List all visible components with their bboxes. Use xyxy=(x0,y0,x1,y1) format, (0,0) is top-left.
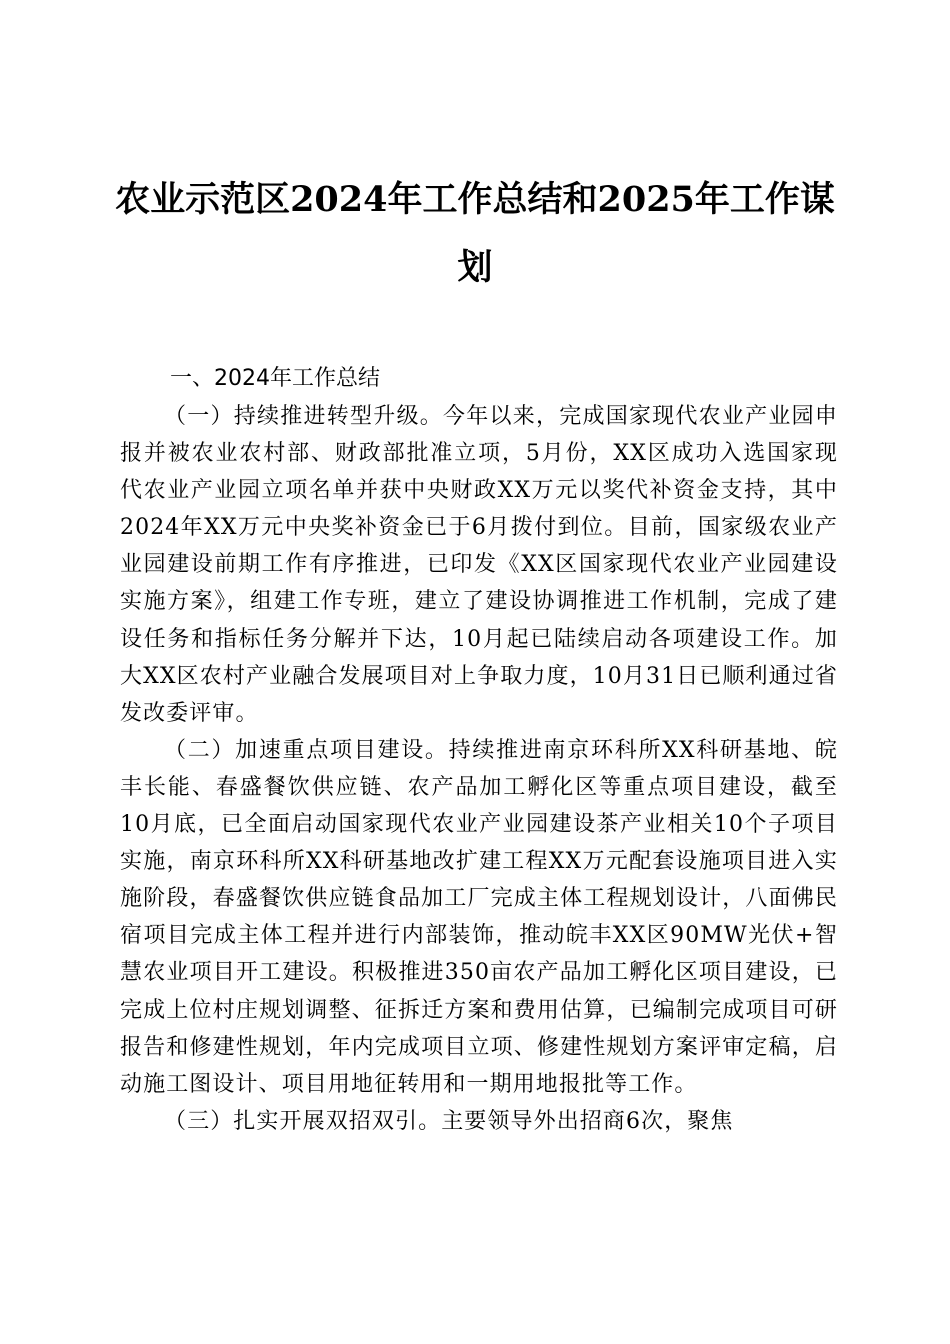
document-title: 农业示范区2024年工作总结和2025年工作谋划 xyxy=(115,179,835,288)
paragraph-1-lead: （一）持续推进转型升级。 xyxy=(164,404,443,429)
paragraph-3 xyxy=(120,1103,838,1140)
section-heading: 一、2024年工作总结 xyxy=(170,366,380,391)
paragraph-3-text: 主要领导外出招商6次，聚焦 xyxy=(441,1108,734,1134)
paragraph-2-text: 持续推进南京环科所XX科研基地、皖丰长能、春盛餐饮供应链、农产品加工孵化区等重点项目建设，截至10月底，已全面启动国家现代农业产业园建设茶产业相关10个子项目实施，南京环科所XX科研基地改扩建工程XX万元配套设施项目进入实施阶段，春盛餐饮供应链食品加工厂完成主体工程规划设计，八面佛民宿项目完成主体工程并进行内部装饰，推动皖丰XX区90MW光伏+智慧农业项目开工建设。积极推进350亩农产品加工孵化区项目建设，已完成上位村庄规划调整、征拆迁方案和费用估算，已编制完成项目可研报告和修建性规划，年内完成项目立项、修建性规划方案评审定稿，启动施工图设计、项目用地征转用和一期用地报批等工作。 xyxy=(120,737,838,1097)
document-body xyxy=(120,360,838,1140)
paragraph-1-text: 今年以来，完成国家现代农业产业园申报并被农业农村部、财政部批准立项，5月份，XX区成功入选国家现代农业产业园立项名单并获中央财政XX万元以奖代补资金支持，其中2024年XX万元中央奖补资金已于6月拨付到位。目前，国家级农业产业园建设前期工作有序推进，已印发《XX区国家现代农业产业园建设实施方案》，组建工作专班，建立了建设协调推进工作机制，完成了建设任务和指标任务分解并下达，10月起已陆续启动各项建设工作。加大XX区农村产业融合发展项目对上争取力度，10月31日已顺利通过省发改委评审。 xyxy=(120,404,839,726)
paragraph-2-lead: （二）加速重点项目建设。 xyxy=(164,737,449,763)
paragraph-1 xyxy=(120,398,838,732)
paragraph-2 xyxy=(120,732,838,1103)
paragraph-3-lead: （三）扎实开展双招双引。 xyxy=(164,1108,442,1134)
